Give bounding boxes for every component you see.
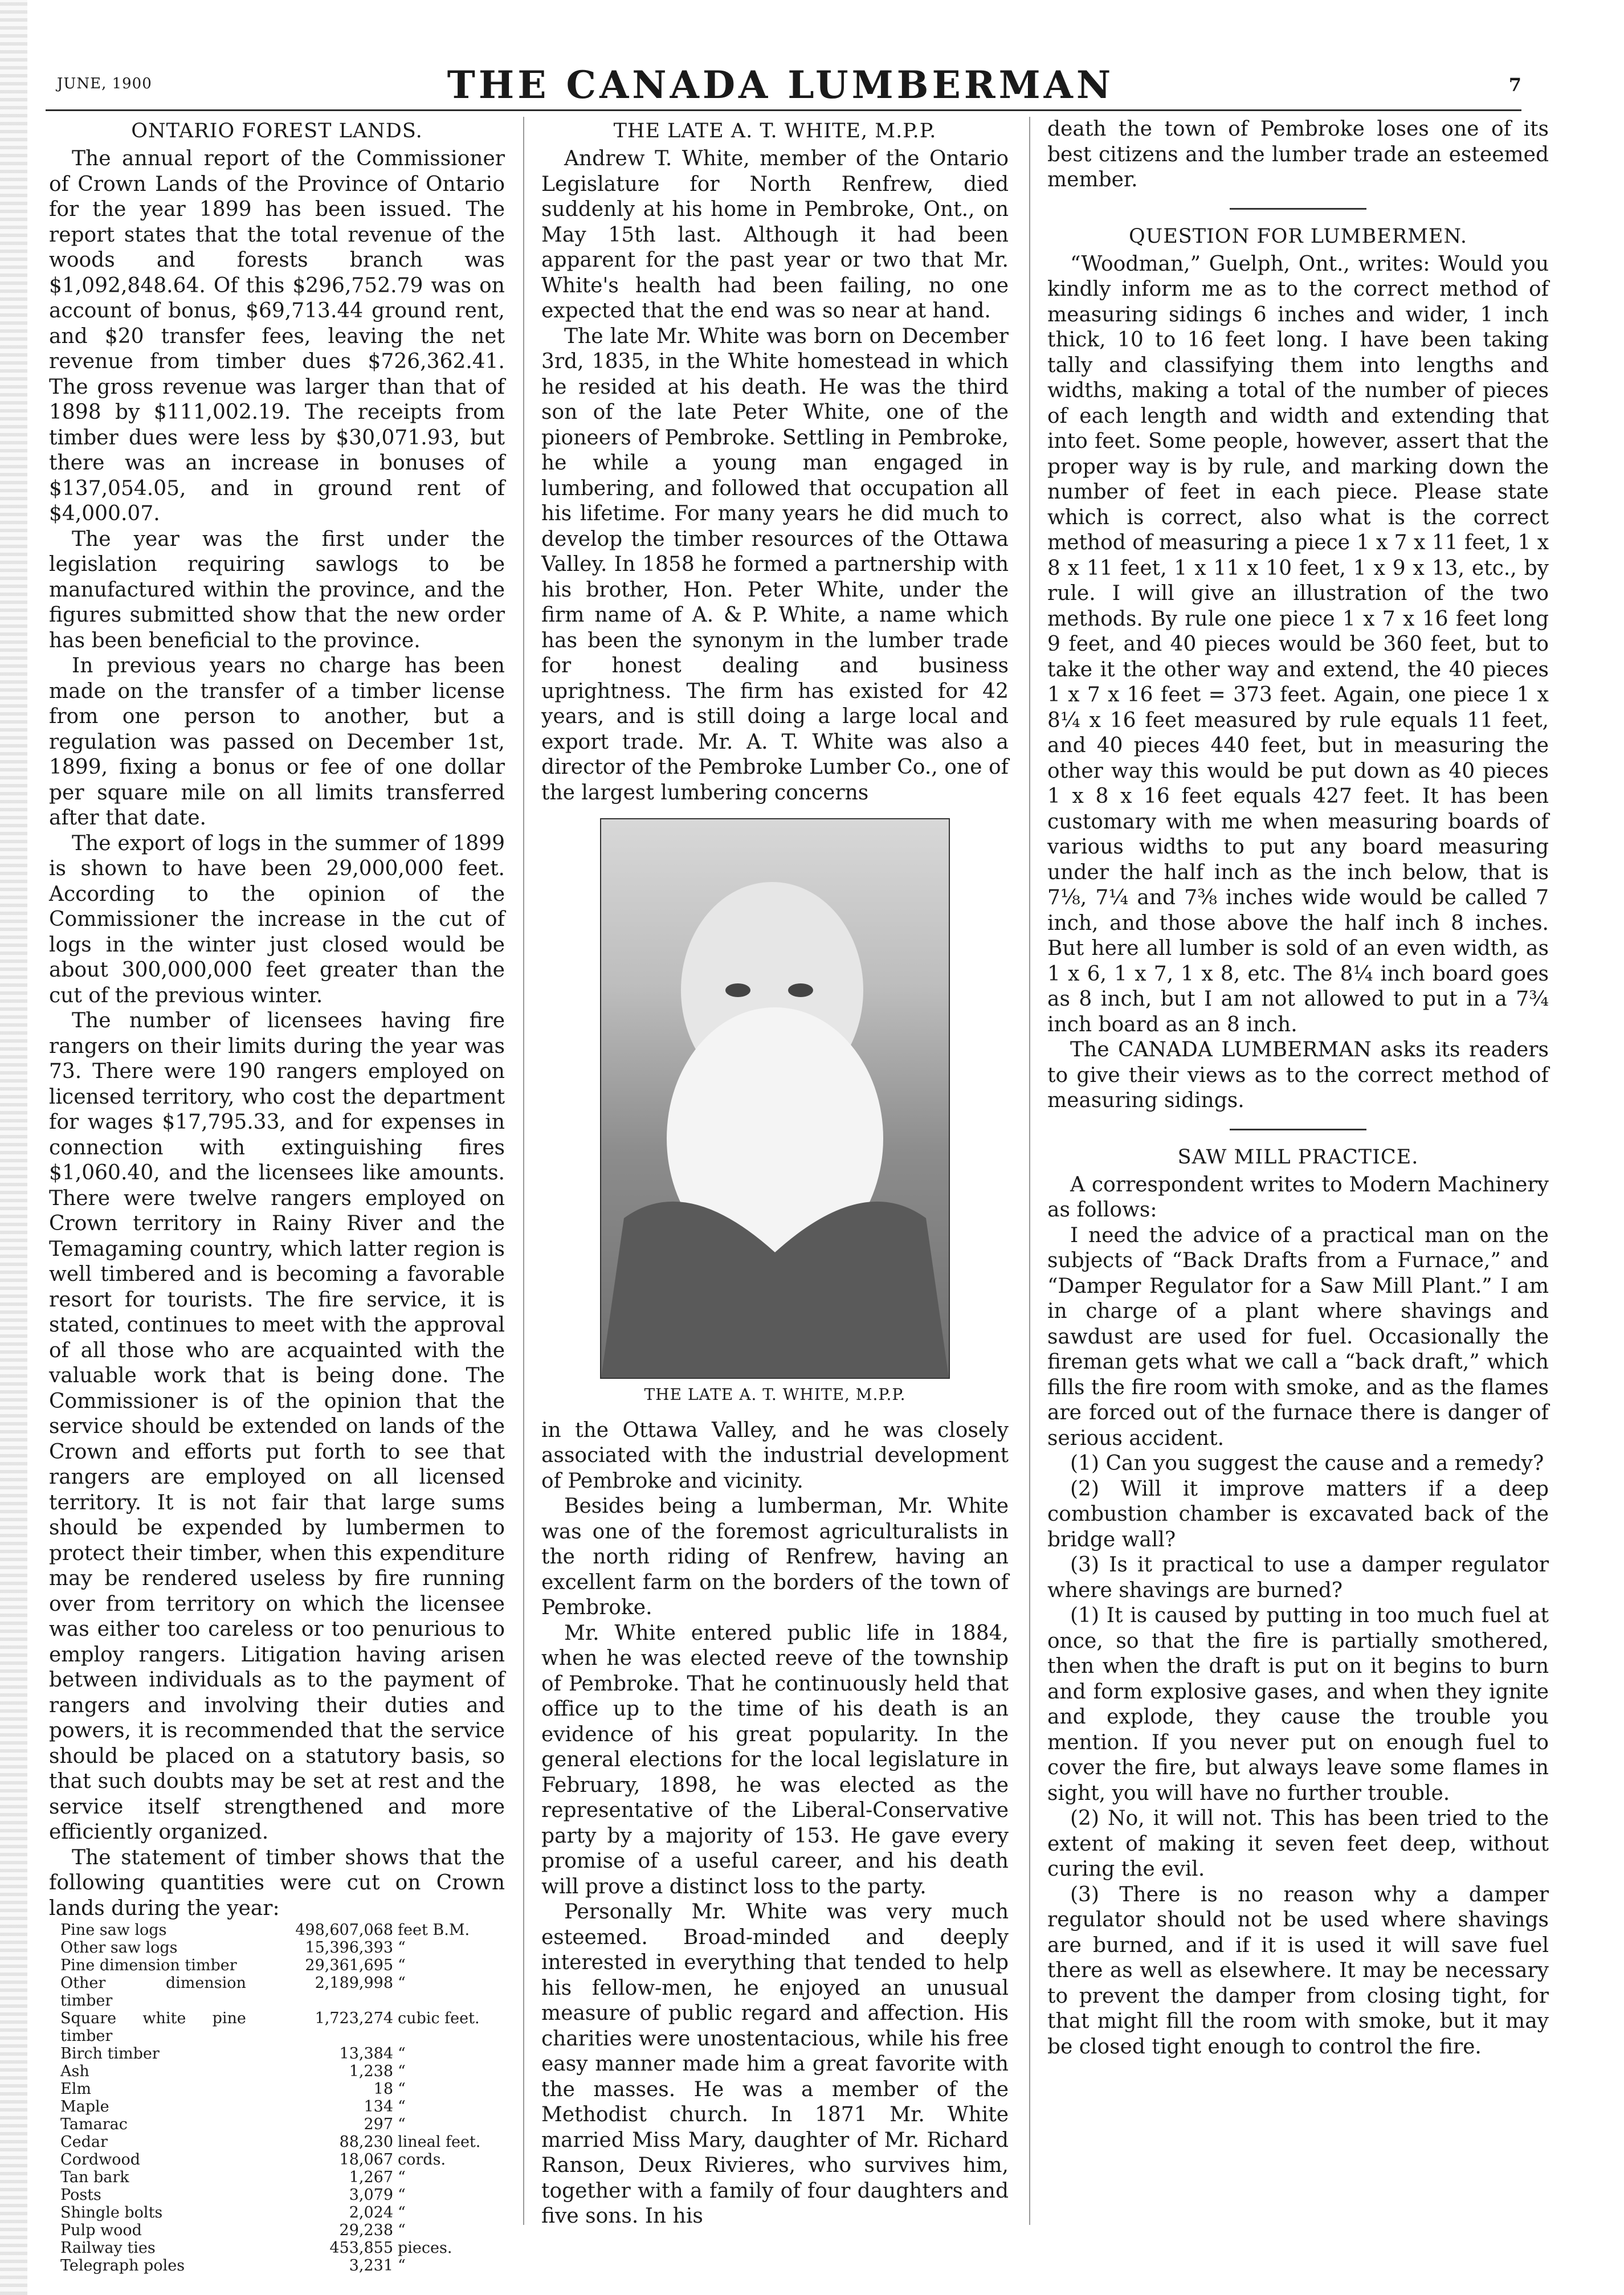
timber-item: Cordwood <box>60 2151 141 2169</box>
portrait-illustration <box>601 819 949 1378</box>
paragraph: (3) There is no reason why a damper regulator should not be used where shavings are burned, and if it is used it will save fuel there as well as elsewhere. It may be necessary to prevent the damper from closing tight, for that might fill the room with smoke, but it may be closed tight enough to control the fire. <box>1047 1882 1549 2059</box>
timber-quantity: 453,855 <box>329 2239 394 2257</box>
paragraph: (3) Is it practical to use a damper regulator where shavings are burned? <box>1047 1553 1549 1602</box>
paragraph: The year was the first under the legislation requiring sawlogs to be manufactured within the province, and the figures submitted show that the new order has been beneficial to the province. <box>49 527 505 652</box>
paragraph: In previous years no charge has been made on the transfer of a timber license from one person to another, but a regulation was passed on December 1st, 1899, fixing a bonus or fee of one dollar per square mile on all limits transferred after that date. <box>49 654 505 830</box>
timber-quantity: 134 <box>364 2098 394 2116</box>
timber-quantity: 2,024 <box>349 2204 394 2222</box>
timber-item: Shingle bolts <box>60 2204 163 2222</box>
paragraph: A correspondent writes to Modern Machinery as follows: <box>1047 1173 1549 1222</box>
timber-item: Pine dimension timber <box>60 1957 237 1974</box>
timber-item: Pine saw logs <box>60 1921 167 1939</box>
table-row <box>60 2098 505 2116</box>
timber-unit: “ <box>398 2186 406 2204</box>
table-row <box>60 2010 505 2045</box>
timber-item: Pulp wood <box>60 2222 142 2239</box>
article-heading: SAW MILL PRACTICE. <box>1177 1145 1419 1169</box>
timber-unit: feet B.M. <box>398 1921 470 1939</box>
column-late-white <box>541 117 1009 2229</box>
column-right <box>1047 117 1549 2060</box>
article-heading: QUESTION FOR LUMBERMEN. <box>1129 224 1467 248</box>
photo-caption: THE LATE A. T. WHITE, M.P.P. <box>644 1385 906 1404</box>
paragraph: The number of licensees having fire rangers on their limits during the year was 73. There were 190 rangers employed on licensed territory, who cost the department for wages $17,795.33, and for expenses in connection with extinguishing fires $1,060.40, and the licensees like amounts. There were twelve rangers employed on Crown territory in Rainy River and the Temagaming country, which latter region is well timbered and is becoming a favorable resort for tourists. The fire service, it is stated, continues to meet with the approval of all those who are acquainted with the valuable work that is being done. The Commissioner is of the opinion that the service should be extended on lands of the Crown and efforts put forth to see that rangers are employed on all licensed territory. It is not fair that large sums should be expended by lumbermen to protect their timber, when this expenditure may be rendered useless by fire running over from territory on which the licensee was either too careless or too penurious to employ rangers. Litigation having arisen between individuals as to the payment of rangers and involving their duties and powers, it is recommended that the service should be placed on a statutory basis, so that such doubts may be set at rest and the service itself strengthened and more efficiently organized. <box>49 1009 505 1844</box>
article-heading: ONTARIO FOREST LANDS. <box>131 120 423 142</box>
paragraph: The export of logs in the summer of 1899 is shown to have been 29,000,000 feet. According to the opinion of the Commissioner the increase in the cut of logs in the winter just closed would be about 300,000,000 feet greater than the cut of the previous winter. <box>49 831 505 1007</box>
timber-item: Square white pine timber <box>60 2010 246 2045</box>
timber-item: Tamarac <box>60 2116 128 2133</box>
timber-quantity: 3,079 <box>349 2186 394 2204</box>
paragraph: “Woodman,” Guelph, Ont., writes: Would you kindly inform me as to the correct method of measuring sidings 6 inches and wider, 1 inch thick, 10 to 16 feet long. I have been taking tally and classifying them into lengths and widths, making a total of the number of pieces of each length and width and extending that into feet. Some people, however, assert that the proper way is by rule, and marking down the number of feet in each piece. Please state which is correct, also what is the correct method of measuring a piece 1 x 7 x 11 feet, 1 x 8 x 11 feet, 1 x 11 x 10 feet, 1 x 9 x 13, etc., by rule. I will give an illustration of the two methods. By rule one piece 1 x 7 x 16 feet long 9 feet, and 40 pieces would be 360 feet, but to take it the other way and extend, the 40 pieces 1 x 7 x 16 feet = 373 feet. Again, one piece 1 x 8¼ x 16 feet measured by rule equals 11 feet, and 40 pieces 440 feet, but in measuring the other way this would be put down as 40 pieces 1 x 8 x 16 feet equals 427 feet. It has been customary with me when measuring boards of various widths to put any board measuring under the half inch as the inch below, that is 7⅛, 7¼ and 7⅜ inches wide would be called 7 inch, and those above the half inch 8 inches. But here all lumber is sold of an even width, as 1 x 6, 1 x 7, 1 x 8, etc. The 8¼ inch board goes as 8 inch, but I am not allowed to put in a 7¾ inch board as an 8 inch. <box>1047 252 1549 1036</box>
table-row <box>60 1957 505 1974</box>
paragraph: The annual report of the Commissioner of Crown Lands of the Province of Ontario for the year 1899 has been issued. The report states that the total revenue of the woods and forests branch was $1,092,848.64. Of this $296,752.79 was on account of bonus, $69,713.44 ground rent, and $20 transfer fees, leaving the net revenue from timber dues $726,362.41. The gross revenue was larger than that of 1898 by $111,002.19. The receipts from timber dues were less by $30,071.93, but there was an increase in bonuses of $137,054.05, and in ground rent of $4,000.07. <box>49 147 505 525</box>
timber-item: Railway ties <box>60 2239 156 2257</box>
table-row <box>60 2045 505 2063</box>
table-row <box>60 1974 505 2010</box>
paragraph: I need the advice of a practical man on the subjects of “Back Drafts from a Furnace,” and “Damper Regulator for a Saw Mill Plant.” I am in charge of a plant where shavings and sawdust are used for fuel. Occasionally the fireman gets what we call a “back draft,” which fills the fire room with smoke, and as the flames are forced out of the furnace there is danger of serious accident. <box>1047 1223 1549 1450</box>
timber-item: Cedar <box>60 2133 108 2151</box>
timber-quantity: 15,396,393 <box>305 1939 394 1957</box>
timber-quantity: 1,723,274 <box>315 2010 394 2027</box>
column-divider <box>1029 117 1030 2225</box>
table-row <box>60 2063 505 2080</box>
timber-unit: cords. <box>398 2151 446 2169</box>
article-heading: THE LATE A. T. WHITE, M.P.P. <box>613 120 937 142</box>
timber-item: Elm <box>60 2080 91 2098</box>
header-rule <box>46 109 1521 111</box>
issue-date: JUNE, 1900 <box>57 75 152 92</box>
timber-item: Maple <box>60 2098 109 2116</box>
timber-unit: “ <box>398 2222 406 2239</box>
table-row <box>60 1921 505 1939</box>
paragraph: The statement of timber shows that the following quantities were cut on Crown lands during the year: <box>49 1845 505 1920</box>
timber-quantity: 3,231 <box>349 2257 394 2274</box>
paragraph: The CANADA LUMBERMAN asks its readers to give their views as to the correct method of measuring sidings. <box>1047 1038 1549 1112</box>
table-row <box>60 2169 505 2186</box>
paragraph: Andrew T. White, member of the Ontario Legislature for North Renfrew, died suddenly at his home in Pembroke, Ont., on May 15th last. Although it had been apparent for the past year or two that Mr. White's health had been failing, no one expected that the end was so near at hand. <box>541 147 1009 322</box>
masthead-title: THE CANADA LUMBERMAN <box>447 63 1115 107</box>
paragraph: death the town of Pembroke loses one of its best citizens and the lumber trade an esteemed member. <box>1047 117 1549 191</box>
timber-quantity: 1,238 <box>349 2063 394 2080</box>
paragraph: (2) No, it will not. This has been tried to the extent of making it seven feet deep, without curing the evil. <box>1047 1807 1549 1881</box>
page-number: 7 <box>1508 74 1521 96</box>
timber-item: Posts <box>60 2186 101 2204</box>
timber-quantity: 2,189,998 <box>315 1974 394 1992</box>
table-row <box>60 2222 505 2239</box>
timber-quantity: 29,238 <box>339 2222 394 2239</box>
binding-edge <box>0 0 27 2295</box>
timber-quantity: 29,361,695 <box>305 1957 394 1974</box>
timber-unit: pieces. <box>398 2239 452 2257</box>
section-rule <box>1230 208 1366 210</box>
column-ontario-forest-lands <box>49 117 505 2274</box>
timber-unit: “ <box>398 2116 406 2133</box>
timber-unit: “ <box>398 2169 406 2186</box>
page-header <box>40 63 1521 108</box>
timber-unit: “ <box>398 2080 406 2098</box>
table-row <box>60 2204 505 2222</box>
timber-unit: “ <box>398 2063 406 2080</box>
paragraph: Mr. White entered public life in 1884, when he was elected reeve of the township of Pembroke. That he continuously held that office up to the time of his death is an evidence of his great popularity. In the general elections for the local legislature in February, 1898, he was elected as the representative of the Liberal-Conservative party by a majority of 153. He gave every promise of a useful career, and his death will prove a distinct loss to the party. <box>541 1621 1009 1898</box>
table-row <box>60 1939 505 1957</box>
timber-unit: “ <box>398 2204 406 2222</box>
table-row <box>60 2080 505 2098</box>
paragraph: (2) Will it improve matters if a deep combustion chamber is excavated back of the bridge wall? <box>1047 1477 1549 1551</box>
timber-unit: “ <box>398 2257 406 2274</box>
table-row <box>60 2257 505 2274</box>
paragraph: The late Mr. White was born on December 3rd, 1835, in the White homestead in which he resided at his death. He was the third son of the late Peter White, one of the pioneers of Pembroke. Settling in Pembroke, he while a young man engaged in lumbering, and followed that occupation all his lifetime. For many years he did much to develop the timber resources of the Ottawa Valley. In 1858 he formed a partnership with his brother, Hon. Peter White, under the firm name of A. & P. White, a name which has been the synonym in the lumber trade for honest dealing and business uprightness. The firm has existed for 42 years, and is still doing a large local and export trade. Mr. A. T. White was also a director of the Pembroke Lumber Co., one of the largest lumbering concerns <box>541 324 1009 805</box>
timber-item: Other dimension timber <box>60 1974 246 2010</box>
timber-item: Telegraph poles <box>60 2257 185 2274</box>
timber-quantity: 1,267 <box>349 2169 394 2186</box>
table-row <box>60 2151 505 2169</box>
table-row <box>60 2239 505 2257</box>
timber-item: Tan bark <box>60 2169 129 2186</box>
timber-quantity: 18,067 <box>339 2151 394 2169</box>
paragraph: Besides being a lumberman, Mr. White was one of the foremost agriculturalists in the north riding of Renfrew, having an excellent farm on the borders of the town of Pembroke. <box>541 1494 1009 1619</box>
timber-item: Birch timber <box>60 2045 160 2063</box>
timber-item: Other saw logs <box>60 1939 178 1957</box>
timber-cut-table <box>60 1921 505 2274</box>
timber-unit: “ <box>398 1974 406 1992</box>
timber-unit: cubic feet. <box>398 2010 480 2027</box>
table-row <box>60 2116 505 2133</box>
timber-quantity: 498,607,068 <box>295 1921 394 1939</box>
timber-quantity: 88,230 <box>339 2133 394 2151</box>
paragraph: Personally Mr. White was very much esteemed. Broad-minded and deeply interested in everything that tended to help his fellow-men, he enjoyed an unusual measure of public regard and affection. His charities were unostentacious, while his free easy manner made him a great favorite with the masses. He was a member of the Methodist church. In 1871 Mr. White married Miss Mary, daughter of Mr. Richard Ranson, Deux Rivieres, who survives him, together with a family of four daughters and five sons. In his <box>541 1900 1009 2228</box>
section-rule <box>1230 1129 1366 1130</box>
timber-quantity: 13,384 <box>339 2045 394 2063</box>
table-row <box>60 2186 505 2204</box>
column-divider <box>523 117 524 2225</box>
paragraph: (1) Can you suggest the cause and a remedy? <box>1070 1452 1544 1475</box>
timber-quantity: 297 <box>364 2116 394 2133</box>
timber-unit: “ <box>398 1957 406 1974</box>
timber-quantity: 18 <box>373 2080 394 2098</box>
table-row <box>60 2133 505 2151</box>
timber-unit: “ <box>398 1939 406 1957</box>
portrait-photo <box>600 818 950 1379</box>
timber-unit: lineal feet. <box>398 2133 481 2151</box>
timber-unit: “ <box>398 2098 406 2116</box>
paragraph: (1) It is caused by putting in too much fuel at once, so that the fire is partially smothered, then when the draft is put on it begins to burn and form explosive gases, and when they ignite and explode, they cause the trouble you mention. If you never put on enough fuel to cover the fire, but always leave some flames in sight, you will have no further trouble. <box>1047 1604 1549 1805</box>
timber-unit: “ <box>398 2045 406 2063</box>
paragraph: in the Ottawa Valley, and he was closely associated with the industrial development of Pembroke and vicinity. <box>541 1418 1009 1493</box>
timber-item: Ash <box>60 2063 89 2080</box>
